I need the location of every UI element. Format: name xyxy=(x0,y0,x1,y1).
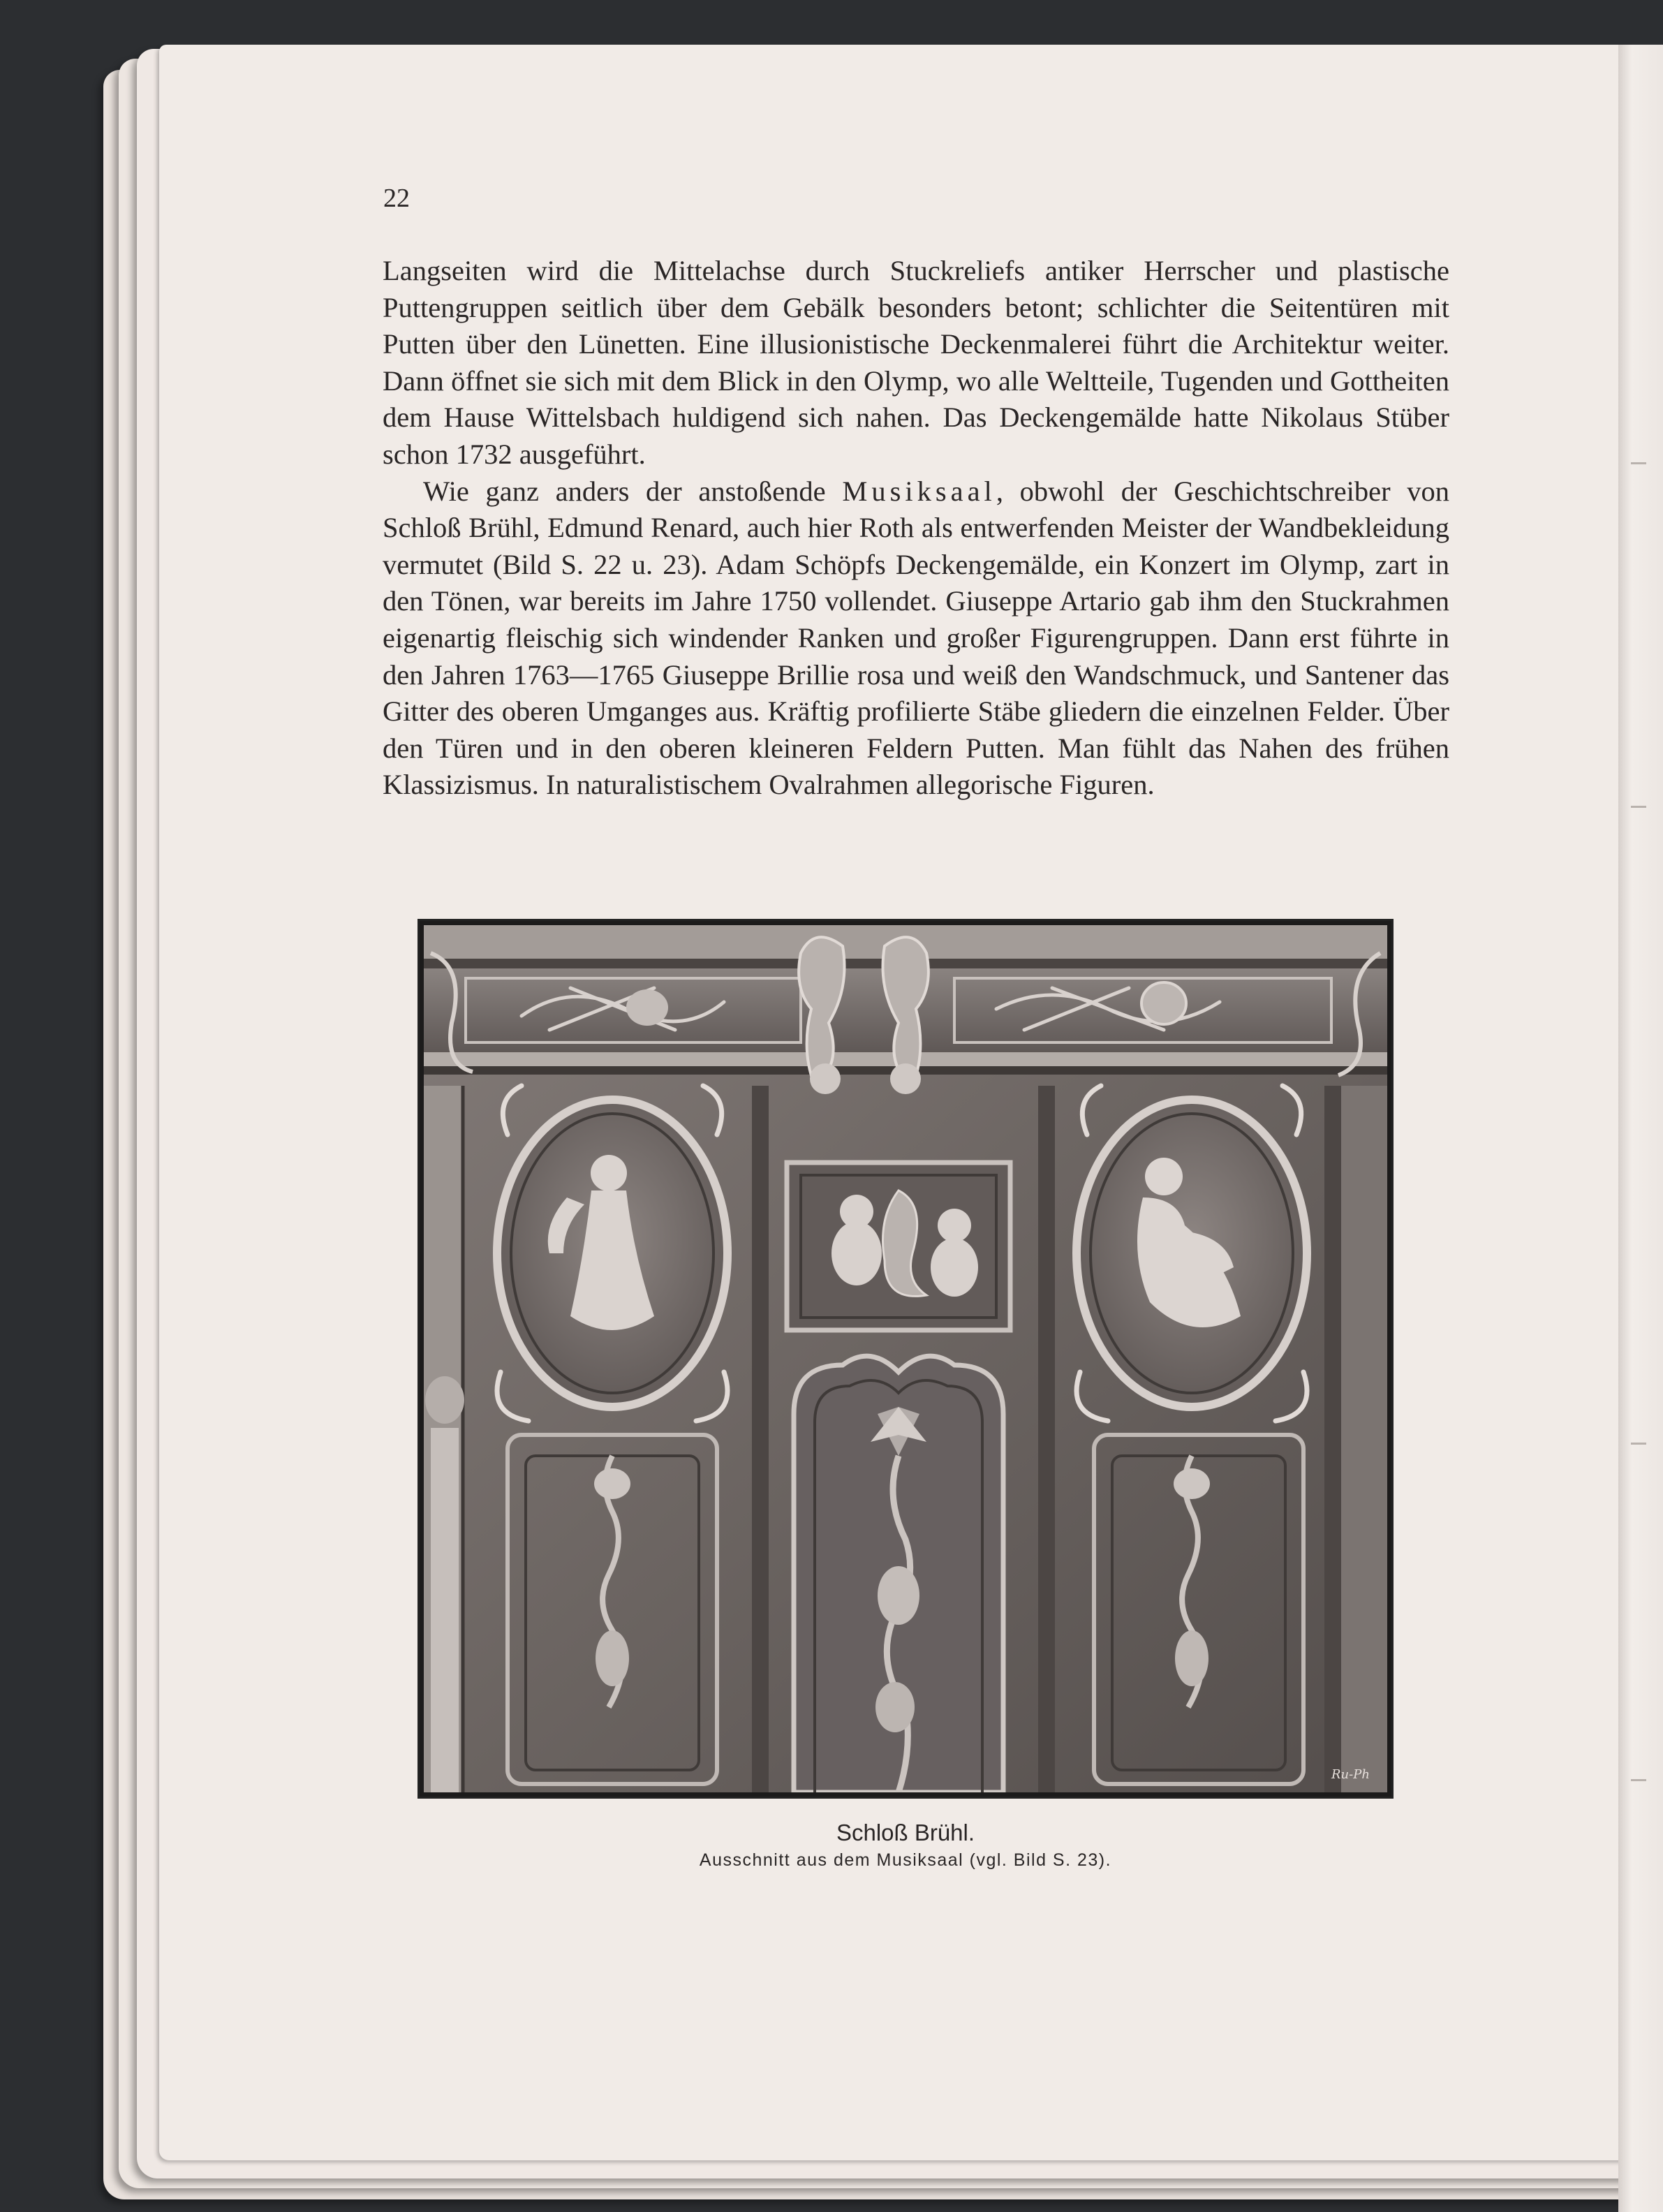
photo-plate xyxy=(417,919,1394,1799)
paragraph-2-rest: , obwohl der Geschichtschreiber von Schloß Brühl, Edmund Renard, auch hier Roth als entwerfenden Meister der Wandbekleidung vermutet (Bild S. 22 u. 23). Adam Schöpfs Deckengemälde, ein Konzert im Olymp, zart in den Tönen, war bereits im Jahre 1750 vollendet. Giuseppe Artario gab ihm den Stuckrahmen eigenartig fleischig sich windender Ranken und großer Figurengruppen. Dann erst führte in den Jahren 1763—1765 Giuseppe Brillie rosa und weiß den Wandschmuck, und Santener das Gitter des oberen Umganges aus. Kräftig profilierte Stäbe gliedern die einzelnen Felder. Über den Türen und in den oberen kleineren Feldern Putten. Man fühlt das Nahen des frühen Klassizismus. In naturalistischem Ovalrahmen allegorische Figuren. xyxy=(383,475,1449,801)
paragraph-1: Langseiten wird die Mittelachse durch Stuckreliefs antiker Herrscher und plastische Puttengruppen seitlich über dem Gebälk besonders betont; schlichter die Seitentüren mit Putten über den Lünetten. Eine illusionistische Deckenmalerei führt die Architektur weiter. Dann öffnet sie sich mit dem Blick in den Olymp, wo alle Weltteile, Tugenden und Gottheiten dem Hause Wittelsbach huldigend sich nahen. Das Deckengemälde hatte Nikolaus Stüber schon 1732 ausgeführt. xyxy=(383,255,1449,470)
paragraph-2 xyxy=(383,473,1449,804)
photo-signature: Ru-Ph xyxy=(1331,1767,1370,1782)
body-text xyxy=(383,253,1449,804)
binding-stitch xyxy=(1631,1779,1646,1781)
binding-stitch xyxy=(1631,1443,1646,1445)
binding-stitch xyxy=(1631,462,1646,464)
stucco-wall-photograph xyxy=(424,925,1387,1792)
emphasis-musiksaal: Musiksaal xyxy=(842,475,996,507)
page-number: 22 xyxy=(383,184,410,213)
figure-caption-subtitle: Ausschnitt aus dem Musiksaal (vgl. Bild S. 23). xyxy=(699,1850,1112,1870)
figure-caption-title: Schloß Brühl. xyxy=(836,1820,975,1845)
facing-page-edge xyxy=(1618,45,1663,2212)
paragraph-2-lead: Wie ganz anders der anstoßende xyxy=(423,475,843,507)
binding-stitch xyxy=(1631,806,1646,808)
